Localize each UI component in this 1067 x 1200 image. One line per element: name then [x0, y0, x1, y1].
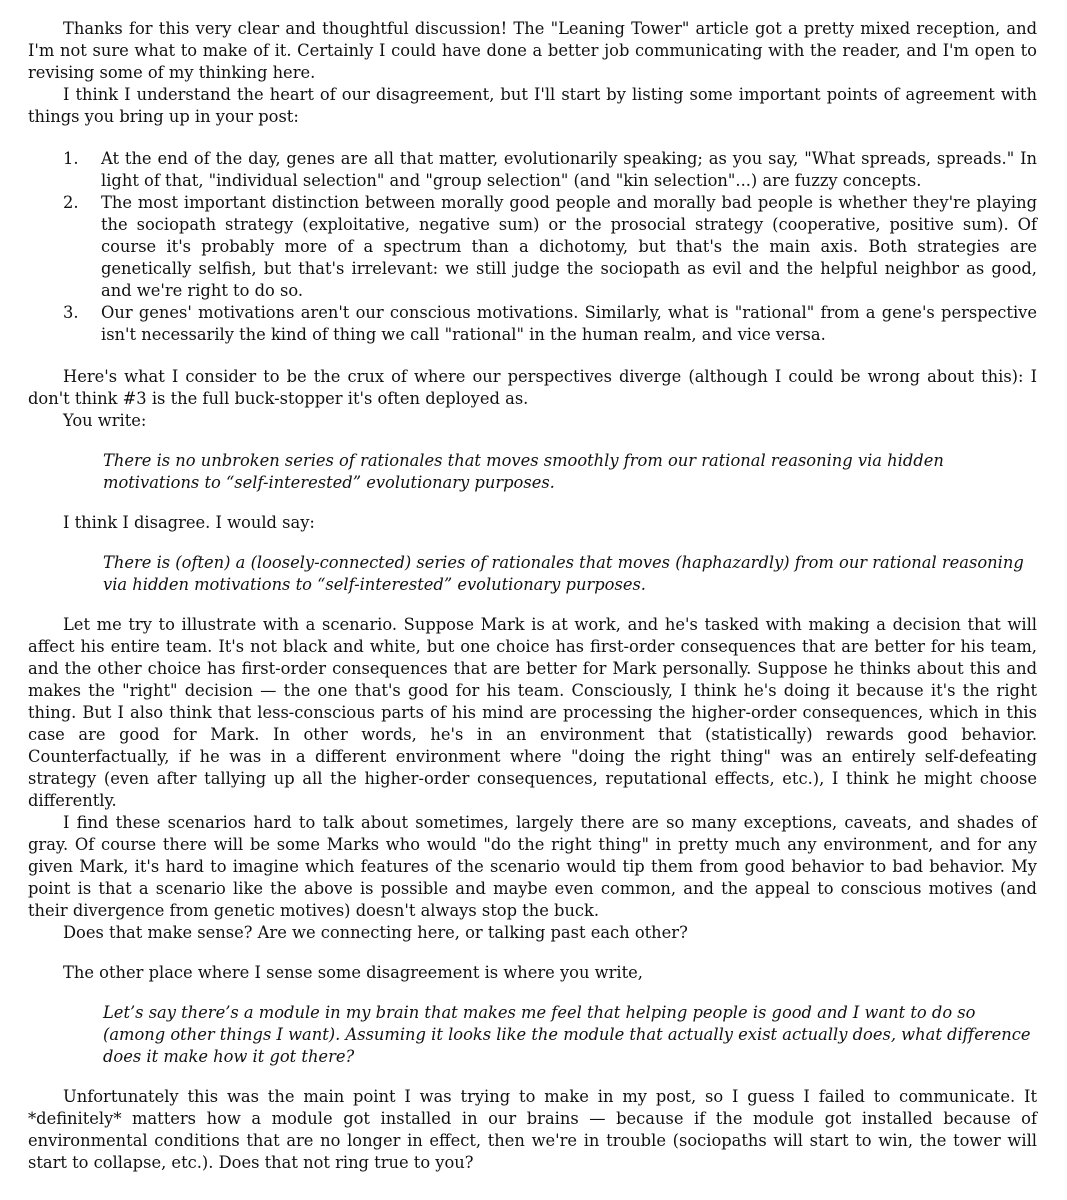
paragraph-other-disagreement: The other place where I sense some disagreement is where you write, [63, 963, 643, 982]
list-item [28, 302, 1037, 346]
list-item-text: At the end of the day, genes are all that matter, evolutionarily speaking; as you say, "What spreads, spreads." In light of that, "individual selection" and "group selection" (and "kin selection"...) are fuzzy concepts. [101, 149, 1037, 190]
block-quote: Let’s say there’s a module in my brain that makes me feel that helping people is good and I want to do so (among other things I want). Assuming it looks like the module that actually exist actually does, what difference does it make how it got there? [103, 1003, 1031, 1066]
block-quote: There is no unbroken series of rationales that moves smoothly from our rational reasoning via hidden motivations to “self-interested” evolutionary purposes. [103, 451, 944, 492]
paragraph-scenario: Let me try to illustrate with a scenario. Suppose Mark is at work, and he's tasked with making a decision that will affect his entire team. It's not black and white, but one choice has first-order consequences that are better for his team, and the other choice has first-order consequences that are better for Mark personally. Suppose he thinks about this and makes the "right" decision — the one that's good for his team. Consciously, I think he's doing it because it's the right thing. But I also think that less-conscious parts of his mind are processing the higher-order consequences, which in this case are good for Mark. In other words, he's in an environment that (statistically) rewards good behavior. Counterfactually, if he was in a different environment where "doing the right thing" was an entirely self-defeating strategy (even after tallying up all the higher-order consequences, reputational effects, etc.), I think he might choose differently. [28, 615, 1037, 810]
paragraph-crux: Here's what I consider to be the crux of where our perspectives diverge (although I could be wrong about this): I don't think #3 is the full buck-stopper it's often deployed as. [28, 367, 1037, 408]
list-item-number: 3. [63, 303, 79, 322]
paragraph-you-write: You write: [63, 411, 147, 430]
list-item-number: 1. [63, 149, 79, 168]
list-item-text: Our genes' motivations aren't our conscious motivations. Similarly, what is "rational" from a gene's perspective isn't necessarily the kind of thing we call "rational" in the human realm, and vice versa. [101, 303, 1037, 344]
list-item [28, 148, 1037, 192]
paragraph-conclusion: Unfortunately this was the main point I was trying to make in my post, so I guess I failed to communicate. It *definitely* matters how a module got installed in our brains — because if the module got installed because of environmental conditions that are no longer in effect, then we're in trouble (sociopaths will start to win, the tower will start to collapse, etc.). Does that not ring true to you? [28, 1087, 1037, 1172]
agreement-list [28, 148, 1037, 346]
paragraph-intro: Thanks for this very clear and thoughtful discussion! The "Leaning Tower" article got a pretty mixed reception, and I'm not sure what to make of it. Certainly I could have done a better job communicating with the reader, and I'm open to revising some of my thinking here. [28, 19, 1037, 82]
list-item [28, 192, 1037, 302]
paragraph-disagree: I think I disagree. I would say: [63, 513, 315, 532]
paragraph-does-that-make-sense: Does that make sense? Are we connecting here, or talking past each other? [63, 923, 688, 942]
paragraph-shades-of-gray: I find these scenarios hard to talk about sometimes, largely there are so many exceptions, caveats, and shades of gray. Of course there will be some Marks who would "do the right thing" in pretty much any environment, and for any given Mark, it's hard to imagine which features of the scenario would tip them from good behavior to bad behavior. My point is that a scenario like the above is possible and maybe even common, and the appeal to conscious motives (and their divergence from genetic motives) doesn't always stop the buck. [28, 813, 1037, 920]
list-item-number: 2. [63, 193, 79, 212]
block-quote: There is (often) a (loosely-connected) series of rationales that moves (haphazardly) from our rational reasoning via hidden motivations to “self-interested” evolutionary purposes. [103, 553, 1024, 594]
list-item-text: The most important distinction between morally good people and morally bad people is whether they're playing the sociopath strategy (exploitative, negative sum) or the prosocial strategy (cooperative, positive sum). Of course it's probably more of a spectrum than a dichotomy, but that's the main axis. Both strategies are genetically selfish, but that's irrelevant: we still judge the sociopath as evil and the helpful neighbor as good, and we're right to do so. [101, 193, 1037, 300]
paragraph-agreement-lead: I think I understand the heart of our disagreement, but I'll start by listing some important points of agreement with things you bring up in your post: [28, 85, 1037, 126]
